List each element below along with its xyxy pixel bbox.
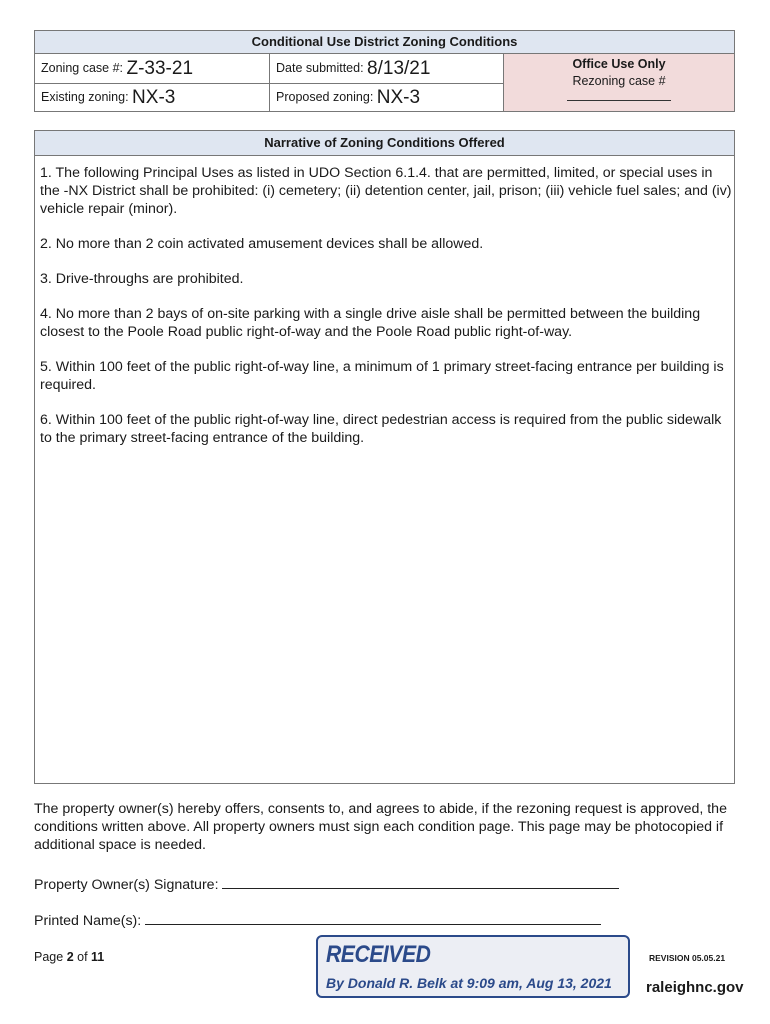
signature-row (34, 874, 619, 893)
existing-zoning-value: NX-3 (132, 87, 176, 108)
footer-domain: raleighnc.gov (646, 979, 744, 996)
date-submitted-label: Date submitted: (276, 61, 364, 75)
received-stamp (316, 935, 630, 998)
date-submitted-value: 8/13/21 (367, 58, 431, 79)
stamp-by: By Donald R. Belk at 9:09 am, Aug 13, 2021 (326, 975, 612, 991)
printed-name-row (34, 910, 601, 929)
page-number (34, 950, 104, 964)
condition-item: 3. Drive-throughs are prohibited. (40, 271, 244, 287)
printed-name-label: Printed Name(s): (34, 913, 142, 929)
proposed-zoning-value: NX-3 (376, 87, 421, 108)
agreement-text: The property owner(s) hereby offers, consents to, and agrees to abide, if the rezoning request is approved, the conditions written above. All property owners must sign each condition page. This page may be photocopied if additional space is needed. (34, 801, 727, 853)
page-of: of (77, 950, 88, 964)
zoning-case-label: Zoning case #: (41, 61, 123, 75)
condition-item: 1. The following Principal Uses as listed in UDO Section 6.1.4. that are permitted, limited, or special uses in the -NX District shall be prohibited: (i) cemetery; (ii) detention center, jail, prison; (iii) vehicle fuel sales; and (iv) vehicle repair (minor). (40, 165, 732, 217)
page-current: 2 (66, 950, 74, 964)
proposed-zoning-label: Proposed zoning: (276, 90, 374, 104)
proposed-zoning-cell (270, 84, 504, 111)
condition-item: 4. No more than 2 bays of on-site parking with a single drive aisle shall be permitted between the building closest to the Poole Road public right-of-way and the Poole Road public right-of-way. (40, 306, 701, 340)
existing-zoning-label: Existing zoning: (41, 90, 129, 104)
stamp-title: RECEIVED (326, 941, 431, 968)
signature-label: Property Owner(s) Signature: (34, 877, 219, 893)
revision-label: REVISION 05.05.21 (649, 953, 726, 963)
date-submitted-cell (270, 54, 504, 84)
printed-name-line[interactable] (145, 910, 601, 925)
condition-item: 6. Within 100 feet of the public right-of-way line, direct pedestrian access is required from the public sidewalk to the primary street-facing entrance of the building. (40, 412, 722, 446)
narrative-box (34, 130, 735, 784)
signature-line[interactable] (222, 874, 619, 889)
condition-item: 5. Within 100 feet of the public right-of-way line, a minimum of 1 primary street-facing entrance per building is required. (40, 359, 724, 393)
existing-zoning-cell (35, 84, 270, 111)
office-rezoning-label: Rezoning case # (572, 74, 666, 88)
page-total: 11 (91, 950, 105, 964)
office-use-only-cell (504, 54, 734, 111)
zoning-case-value: Z-33-21 (126, 58, 194, 79)
office-rezoning-line (567, 100, 671, 101)
narrative-body (40, 164, 732, 464)
narrative-title: Narrative of Zoning Conditions Offered (35, 131, 734, 156)
table-title: Conditional Use District Zoning Conditions (35, 31, 734, 54)
office-use-title: Office Use Only (572, 57, 666, 71)
zoning-conditions-table (34, 30, 735, 112)
zoning-case-cell (35, 54, 270, 84)
condition-item: 2. No more than 2 coin activated amusement devices shall be allowed. (40, 236, 484, 252)
page-word: Page (34, 950, 64, 964)
